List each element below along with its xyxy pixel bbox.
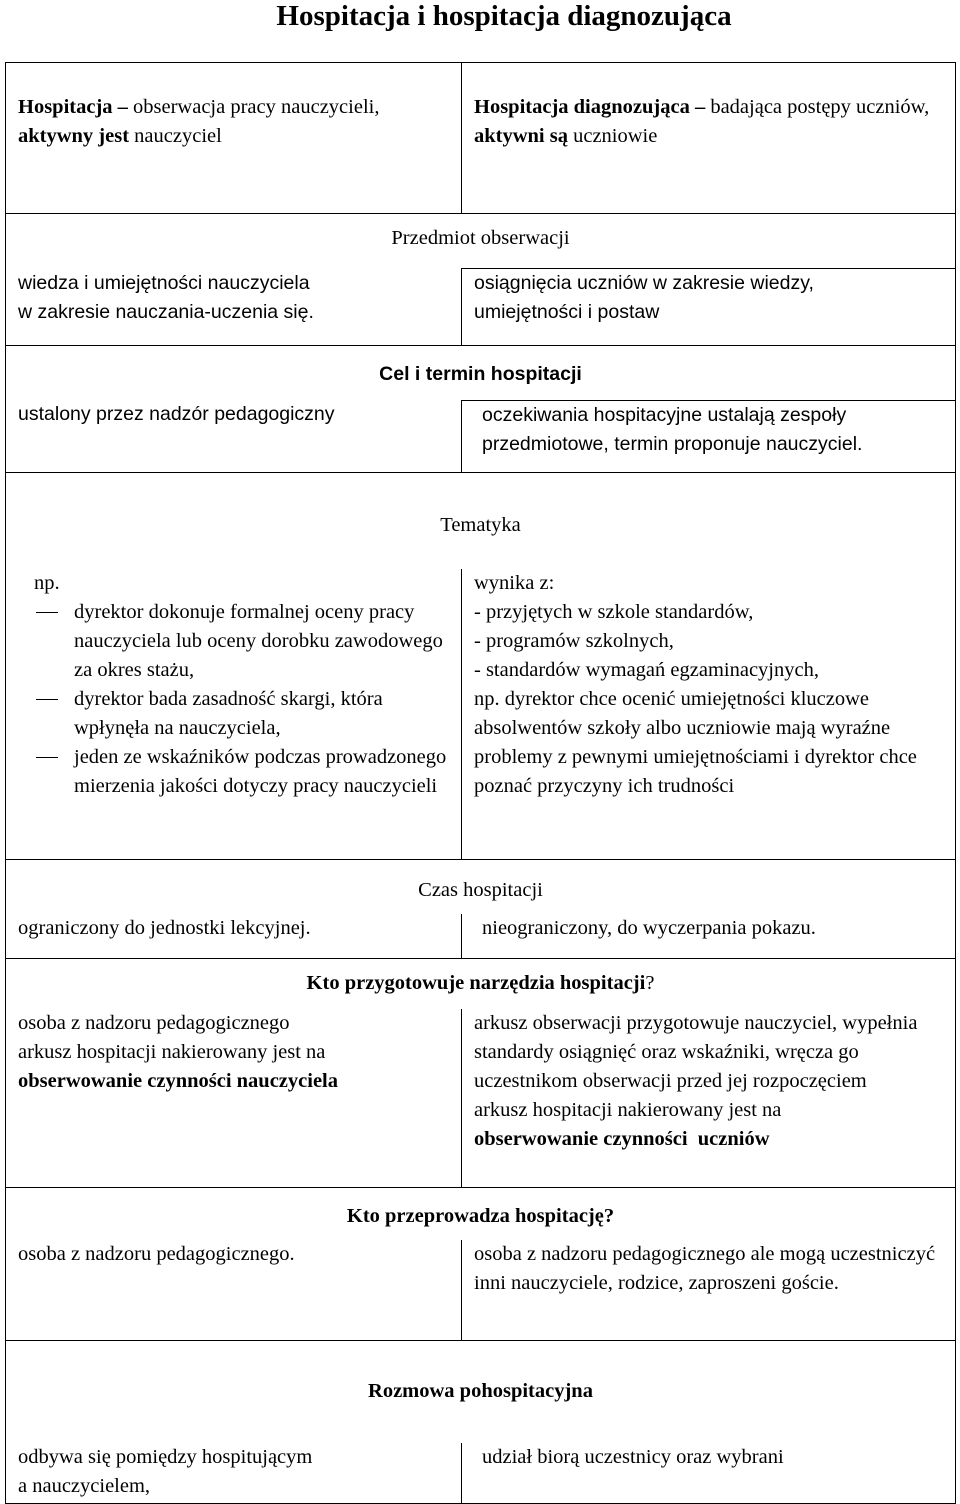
tematyka-left-cell — [6, 569, 462, 860]
czas-right-cell — [462, 914, 956, 959]
narzedzia-right-line2: arkusz hospitacji nakierowany jest na — [474, 1099, 782, 1121]
rozmowa-right-cell — [462, 1443, 956, 1504]
rozmowa-right-text: udział biorą uczestnicy oraz wybrani — [482, 1446, 784, 1468]
przedmiot-left-line: w zakresie nauczania-uczenia się. — [18, 300, 314, 323]
intro-right-term: Hospitacja diagnozująca – — [474, 96, 706, 118]
narzedzia-heading — [6, 959, 956, 1010]
tematyka-np: np. — [34, 572, 60, 594]
narzedzia-left-line: osoba z nadzoru pedagogicznego — [18, 1012, 290, 1034]
intro-left-term: Hospitacja – — [18, 96, 128, 118]
przedmiot-right-cell — [462, 269, 956, 346]
narzedzia-left-bold: obserwowanie czynności nauczyciela — [18, 1070, 338, 1092]
narzedzia-row — [6, 959, 956, 1010]
czas-heading — [6, 860, 956, 915]
przeprowadza-row — [6, 1188, 956, 1241]
tematyka-right-line: wynika z: — [474, 572, 555, 594]
przedmiot-right-line: umiejętności i postaw — [474, 301, 660, 323]
przeprowadza-left-cell — [6, 1240, 462, 1341]
narzedzia-heading-text: Kto przygotowuje narzędzia hospitacji — [306, 972, 646, 994]
rozmowa-left-cell — [6, 1443, 462, 1504]
przedmiot-right-line: osiągnięcia uczniów w zakresie wiedzy, — [474, 272, 814, 294]
czas-left-text: ograniczony do jednostki lekcyjnej. — [18, 917, 311, 939]
comparison-table — [5, 62, 956, 1504]
czas-heading-text: Czas hospitacji — [418, 879, 543, 901]
intro-right-def1: badająca postępy uczniów, — [705, 96, 930, 118]
czas-row — [6, 860, 956, 915]
przeprowadza-heading-text: Kto przeprowadza hospitację? — [346, 1205, 615, 1227]
przedmiot-heading — [6, 214, 956, 269]
tematyka-item-text: dyrektor dokonuje formalnej oceny pracy nauczyciela lub oceny dorobku zawodowego za okres stażu, — [74, 601, 443, 681]
tematyka-row — [6, 473, 956, 570]
przeprowadza-right-text: osoba z nadzoru pedagogicznego ale mogą uczestniczyć inni nauczyciele, rodzice, zaproszeni goście. — [474, 1243, 936, 1294]
intro-right-cell — [462, 63, 956, 214]
rozmowa-content-row — [6, 1443, 956, 1504]
cel-left-text: ustalony przez nadzór pedagogiczny — [18, 403, 335, 425]
cel-row — [6, 345, 956, 400]
tematyka-right-line: - standardów wymagań egzaminacyjnych, — [474, 659, 819, 681]
tematyka-list-item — [26, 743, 449, 801]
intro-right-def2: uczniowie — [567, 125, 658, 147]
przeprowadza-right-cell — [462, 1240, 956, 1341]
cel-right-line: przedmiotowe, termin proponuje nauczyciel. — [482, 432, 863, 455]
tematyka-item-text: dyrektor bada zasadność skargi, która wpłynęła na nauczyciela, — [74, 688, 383, 739]
intro-right-bold: aktywni są — [474, 125, 568, 147]
rozmowa-row — [6, 1341, 956, 1444]
narzedzia-right-bold: obserwowanie czynności uczniów — [474, 1128, 770, 1150]
przeprowadza-left-text: osoba z nadzoru pedagogicznego. — [18, 1243, 295, 1265]
narzedzia-left-cell — [6, 1009, 462, 1188]
tematyka-right-line: - przyjętych w szkole standardów, — [474, 601, 754, 623]
intro-left-def1: obserwacja pracy nauczycieli, — [127, 96, 380, 118]
przeprowadza-content-row — [6, 1240, 956, 1341]
tematyka-right-line: - programów szkolnych, — [474, 630, 674, 652]
przedmiot-left-cell — [6, 269, 462, 346]
intro-left-cell — [6, 63, 462, 214]
page-title — [0, 0, 960, 52]
narzedzia-right-text: arkusz obserwacji przygotowuje nauczyciel, wypełnia standardy osiągnięć oraz wskaźniki, wręcza go uczestnikom obserwacji przed jej rozpoczęciem — [474, 1012, 918, 1092]
narzedzia-left-line: arkusz hospitacji nakierowany jest na — [18, 1041, 326, 1063]
narzedzia-content-row — [6, 1009, 956, 1188]
przedmiot-content-row — [6, 269, 956, 346]
przedmiot-heading-text: Przedmiot obserwacji — [391, 227, 570, 249]
rozmowa-heading-text: Rozmowa pohospitacyjna — [368, 1380, 593, 1402]
tematyka-right-line: np. dyrektor chce ocenić umiejętności kluczowe absolwentów szkoły albo uczniowie mają wyraźne problemy z pewnymi umiejętnościami i dyrektor chce poznać przyczyny ich trudności — [474, 688, 917, 797]
tematyka-list-item — [26, 598, 449, 685]
rozmowa-left-line: odbywa się pomiędzy hospitującym — [18, 1446, 313, 1468]
page-title-text: Hospitacja i hospitacja diagnozująca — [276, 0, 732, 32]
czas-right-text: nieograniczony, do wyczerpania pokazu. — [482, 917, 816, 939]
rozmowa-heading — [6, 1341, 956, 1444]
rozmowa-left-line: a nauczycielem, — [18, 1475, 151, 1497]
przeprowadza-heading — [6, 1188, 956, 1241]
narzedzia-heading-suffix: ? — [645, 972, 655, 994]
cel-right-cell — [462, 400, 956, 473]
cel-content-row — [6, 400, 956, 473]
intro-left-bold: aktywny jest — [18, 125, 130, 147]
cel-right-line: oczekiwania hospitacyjne ustalają zespoły — [482, 403, 847, 426]
przedmiot-row — [6, 214, 956, 269]
tematyka-list-item — [26, 685, 449, 743]
tematyka-heading-text: Tematyka — [440, 514, 521, 536]
tematyka-list — [26, 598, 449, 801]
tematyka-heading — [6, 473, 956, 570]
czas-content-row — [6, 914, 956, 959]
czas-left-cell — [6, 914, 462, 959]
intro-row — [6, 63, 956, 214]
tematyka-item-text: jeden ze wskaźników podczas prowadzonego mierzenia jakości dotyczy pracy nauczycieli — [74, 746, 447, 797]
cel-left-cell — [6, 400, 462, 473]
narzedzia-right-cell — [462, 1009, 956, 1188]
tematyka-content-row — [6, 569, 956, 860]
cel-heading — [6, 345, 956, 400]
intro-left-def2: nauczyciel — [129, 125, 222, 147]
cel-heading-text: Cel i termin hospitacji — [379, 362, 582, 385]
tematyka-right-cell — [462, 569, 956, 860]
przedmiot-left-line: wiedza i umiejętności nauczyciela — [18, 271, 310, 294]
